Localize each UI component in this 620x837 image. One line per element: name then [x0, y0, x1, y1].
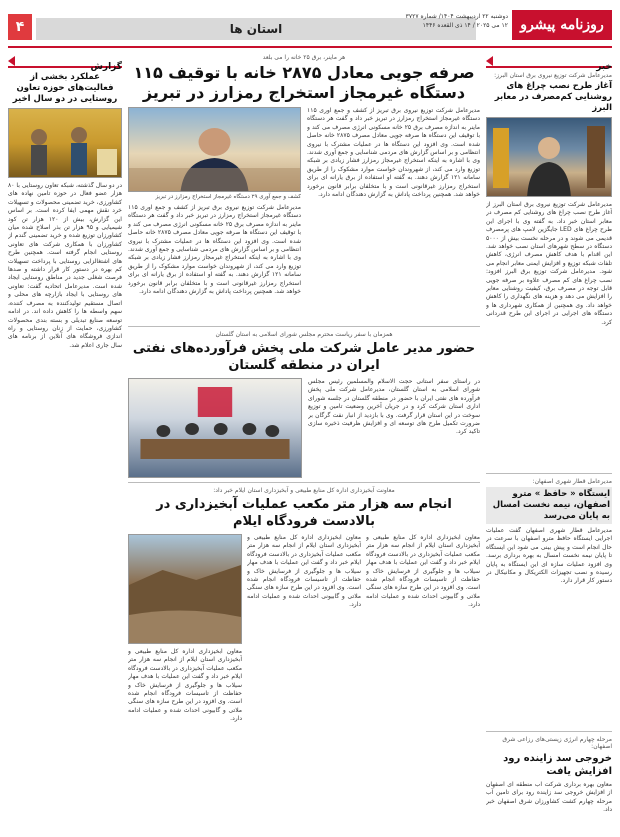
- issue-line-1: دوشنبه ۲۲ اردیبهشت ۱۴۰۴/ شماره ۳۷۲۷: [405, 13, 508, 20]
- story3-body-cont: معاون آبخیزداری اداره کل منابع طبیعی و آبخیزداری استان ایلام از انجام سه هزار متر مکعب عملیات آبخیزداری در بالادست فرودگاه ایلام خبر داد و گفت این عملیات با هدف مهار سیلاب ها و جلوگیری از فرسایش خاک و حفاظت از تاسیسات فرودگاه انجام شده است. وی افزود در این طرح سازه های سنگی ملاتی و گابیونی احداث شده و عملیات ادامه دارد.: [247, 534, 361, 609]
- meeting-table-illustration: [129, 379, 301, 478]
- lead-body-cont: مدیرعامل شرکت توزیع نیروی برق تبریز از کشف و جمع آوری ۱۱۵ دستگاه غیرمجاز استخراج رمزارز در تبریز خبر داد و گفت هر دستگاه ماینر به اندازه مصرف برق ۲۵ خانه مسکونی انرژی مصرف می کند و با توقیف این دستگاه ها صرفه جویی معادل مصرف ۲۸۷۵ خانه حاصل شده است. وی افزود این دستگاه ها در عملیات مشترک با نیروی انتظامی و بر اساس گزارش های مردمی شناسایی و جمع آوری شدند. وی با اشاره به اینکه استخراج غیرمجاز رمزارز فشار زیادی بر شبکه توزیع وارد می کند، از شهروندان خواست موارد مشکوک را از طریق سامانه ۱۲۱ گزارش دهند. به گفته او استفاده از برق یارانه ای برای استخراج رمزارز غیرقانونی است و با متخلفان برابر قانون برخورد خواهد شد. همچنین پرداخت پاداش به گزارش دهندگان ادامه دارد.: [128, 204, 301, 296]
- divider: [128, 482, 480, 483]
- story2: [128, 378, 480, 478]
- story-title: خروجی سد زاینده رود افزایش یافت: [503, 753, 612, 777]
- newspaper-logo: روزنامه پیشرو: [512, 10, 612, 40]
- lead-photo: [128, 107, 301, 192]
- hillside-illustration: [129, 535, 241, 644]
- divider: [486, 731, 612, 732]
- lead-photo-block: [128, 107, 301, 322]
- story2-body: در راستای سفر استانی حجت الاسلام والمسلمین رئیس مجلس شورای اسلامی به استان گلستان، مدیرعامل شرکت ملی پخش فرآورده های نفتی ایران با حضور در منطقه گلستان در جلسه شورای اداری استان شرکت کرد و در جریان آخرین وضعیت تامین و توزیع سوخت در این استان قرار گرفت. وی با بازدید از انبار نفت گرگان بر ضرورت تکمیل طرح های توسعه ای و افزایش ظرفیت ذخیره سازی تاکید کرد.: [308, 378, 480, 436]
- issue-info: [406, 12, 508, 30]
- wheat-harvest-photo: [8, 108, 122, 178]
- lead-body: مدیرعامل شرکت توزیع نیروی برق تبریز از کشف و جمع آوری ۱۱۵ دستگاه غیرمجاز استخراج رمزارز در تبریز خبر داد و گفت هر دستگاه ماینر به اندازه مصرف برق ۲۵ خانه مسکونی انرژی مصرف می کند و با توقیف این دستگاه ها صرفه جویی معادل مصرف ۲۸۷۵ خانه حاصل شده است. وی افزود این دستگاه ها در عملیات مشترک با نیروی انتظامی و بر اساس گزارش های مردمی شناسایی و جمع آوری شدند. وی با اشاره به اینکه استخراج غیرمجاز رمزارز فشار زیادی بر شبکه توزیع وارد می کند، از شهروندان خواست موارد مشکوک را از طریق سامانه ۱۲۱ گزارش دهند. به گفته او استفاده از برق یارانه ای برای استخراج رمزارز غیرقانونی است و با متخلفان برابر قانون برخورد خواهد شد. همچنین پرداخت پاداش به گزارش دهندگان ادامه دارد.: [307, 107, 480, 199]
- story-title: ایستگاه « حافظ » مترو اصفهان، نیمه نخست امسال به پایان می‌رسد: [486, 487, 612, 524]
- report-section-header: [8, 54, 122, 72]
- lead-story: [128, 107, 480, 322]
- farmers-illustration: [9, 109, 121, 178]
- story3-photo-block: [128, 534, 242, 764]
- divider: [128, 326, 480, 327]
- page-number: ۴: [8, 14, 32, 40]
- divider: [486, 473, 612, 474]
- electricity-manager-photo: [486, 117, 612, 197]
- story-body: معاون بهره برداری شرکت آب منطقه ای اصفهان از افزایش خروجی سد زاینده رود برای تامین آب مرحله چهارم کشت کشاورزان شرق اصفهان خبر داد.: [486, 781, 612, 814]
- lead-kicker: هر ماینر، برق ۲۵ خانه را می بلعد: [262, 54, 346, 61]
- section-title: استان ها: [36, 18, 476, 40]
- watershed-photo: [128, 534, 242, 644]
- story-title: آغاز طرح نصب چراغ های روشنایی کم‌مصرف در معابر البرز: [494, 81, 612, 113]
- story3: [128, 534, 480, 764]
- lead-headline: صرفه جویی معادل ۲۸۷۵ خانه با توقیف ۱۱۵ دستگاه غیرمجاز استخراج رمزارز در تبریز: [133, 63, 475, 102]
- official-portrait-illustration: [129, 108, 300, 192]
- report-title: عملکرد بخشی از فعالیت‌های حوزه تعاون روستایی در دو سال اخیر: [12, 72, 118, 104]
- story3-body: معاون آبخیزداری اداره کل منابع طبیعی و آبخیزداری استان ایلام از انجام سه هزار متر مکعب عملیات آبخیزداری در بالادست فرودگاه ایلام خبر داد و گفت این عملیات با هدف مهار سیلاب ها و جلوگیری از فرسایش خاک و حفاظت از تاسیسات فرودگاه انجام شده است. وی افزود در این طرح سازه های سنگی ملاتی و گابیونی احداث شده و عملیات ادامه دارد.: [366, 534, 480, 609]
- main-column: [128, 54, 480, 829]
- story-kicker: مرحله چهارم انرژی زیستی‌های رزاعی شرق اصفهان:: [502, 736, 612, 750]
- story-body: مدیرعامل شرکت توزیع نیروی برق استان البرز از آغاز طرح نصب چراغ های روشنایی کم مصرف در معابر استان خبر داد. به گفته وی با اجرای این طرح چراغ های LED جایگزین لامپ های پرمصرف قدیمی می شوند و در مرحله نخست بیش از ۵۰۰۰ دستگاه در سطح شهرهای استان نصب خواهد شد. این اقدام با هدف کاهش مصرف انرژی، کاهش تلفات شبکه توزیع و افزایش ایمنی معابر انجام می شود. مدیرعامل شرکت توزیع برق البرز افزود: نصب چراغ های کم مصرف علاوه بر صرفه جویی قابل توجه در مصرف برق، کیفیت روشنایی معابر را افزایش می دهد و هزینه های نگهداری را کاهش خواهد داد. وی همچنین از همکاری شهرداری ها و دستگاه های اجرایی در اجرای این طرح قدردانی کرد.: [486, 201, 612, 326]
- story2-kicker: همزمان با سفر ریاست محترم مجلس شورای اسلامی به استان گلستان: [215, 331, 393, 338]
- story-kicker: مدیرعامل قطار شهری اصفهان:: [532, 478, 612, 485]
- left-column: [8, 54, 122, 829]
- story-kicker: مدیرعامل شرکت توزیع نیروی برق استان البرز:: [494, 72, 612, 79]
- story3-kicker: معاونت آبخیزداری اداره کل منابع طبیعی و آبخیزداری استان ایلام خبر داد:: [213, 487, 395, 494]
- meeting-photo: [128, 378, 302, 478]
- story3-headline: انجام سه هزار متر مکعب عملیات آبخیزداری در بالادست فرودگاه ایلام: [156, 497, 452, 529]
- story-body: مدیرعامل قطار شهری اصفهان گفت عملیات اجرایی ایستگاه حافظ مترو اصفهان با سرعت در حال انجام است و پیش بینی می شود این ایستگاه تا پایان نیمه نخست امسال به بهره برداری برسد. وی افزود عملیات سازه ای این ایستگاه به پایان رسیده و نصب تجهیزات الکتریکال و مکانیکال در دستور کار قرار دارد.: [486, 527, 612, 585]
- report-section-title: گزارش: [90, 62, 122, 72]
- lead-caption: کشف و جمع آوری ۲۹ دستگاه غیرمجاز استخراج رمزارز در تبریز: [155, 194, 301, 200]
- masthead: [8, 8, 612, 48]
- triangle-icon: [8, 56, 15, 66]
- triangle-icon: [486, 56, 493, 66]
- issue-line-2: ۱۲ می ۲۰۲۵ / ۱۴ ذی القعده ۱۴۴۶: [422, 22, 508, 29]
- story2-headline: حضور مدیر عامل شرکت ملی پخش فرآورده‌های نفتی ایران در منطقه گلستان: [132, 341, 476, 373]
- story3-body-side: معاون آبخیزداری اداره کل منابع طبیعی و آبخیزداری استان ایلام از انجام سه هزار متر مکعب عملیات آبخیزداری در بالادست فرودگاه ایلام خبر داد و گفت این عملیات با هدف مهار سیلاب ها و جلوگیری از فرسایش خاک و حفاظت از تاسیسات فرودگاه انجام شده است. وی افزود در این طرح سازه های سنگی ملاتی و گابیونی احداث شده و عملیات ادامه دارد.: [128, 648, 242, 723]
- news-section-header: [486, 54, 612, 72]
- news-section-title: خبر: [596, 62, 612, 72]
- portrait-illustration: [487, 118, 611, 197]
- report-body: در دو سال گذشته، شبکه تعاون روستایی با ۸۰ هزار عضو فعال در حوزه تامین نهاده های کشاورزی، خرید تضمینی محصولات و تسهیلات خرد نقش مهمی ایفا کرده است. بر اساس این گزارش، بیش از ۱۲۰ هزار تن کود شیمیایی و ۹۵ هزار تن بذر اصلاح شده میان کشاورزان توزیع شده و خرید تضمینی گندم از کشاورزان با همکاری شرکت های تعاونی روستایی انجام گرفته است. همچنین طرح های اشتغالزایی روستایی با پرداخت تسهیلات کم بهره در دستور کار قرار داشته و صدها فرصت شغلی جدید در مناطق روستایی ایجاد شده است. مدیرعامل اتحادیه گفت: تعاونی های روستایی با ایجاد بازارچه های محلی و اتصال مستقیم تولیدکننده به مصرف کننده، سهم واسطه ها را کاهش داده اند. در ادامه توسعه صنایع تبدیلی و بسته بندی محصولات کشاورزی، حمایت از زنان روستایی و راه اندازی فروشگاه های آنلاین از برنامه های سال جاری اعلام شد.: [8, 182, 122, 349]
- right-column: [486, 54, 612, 829]
